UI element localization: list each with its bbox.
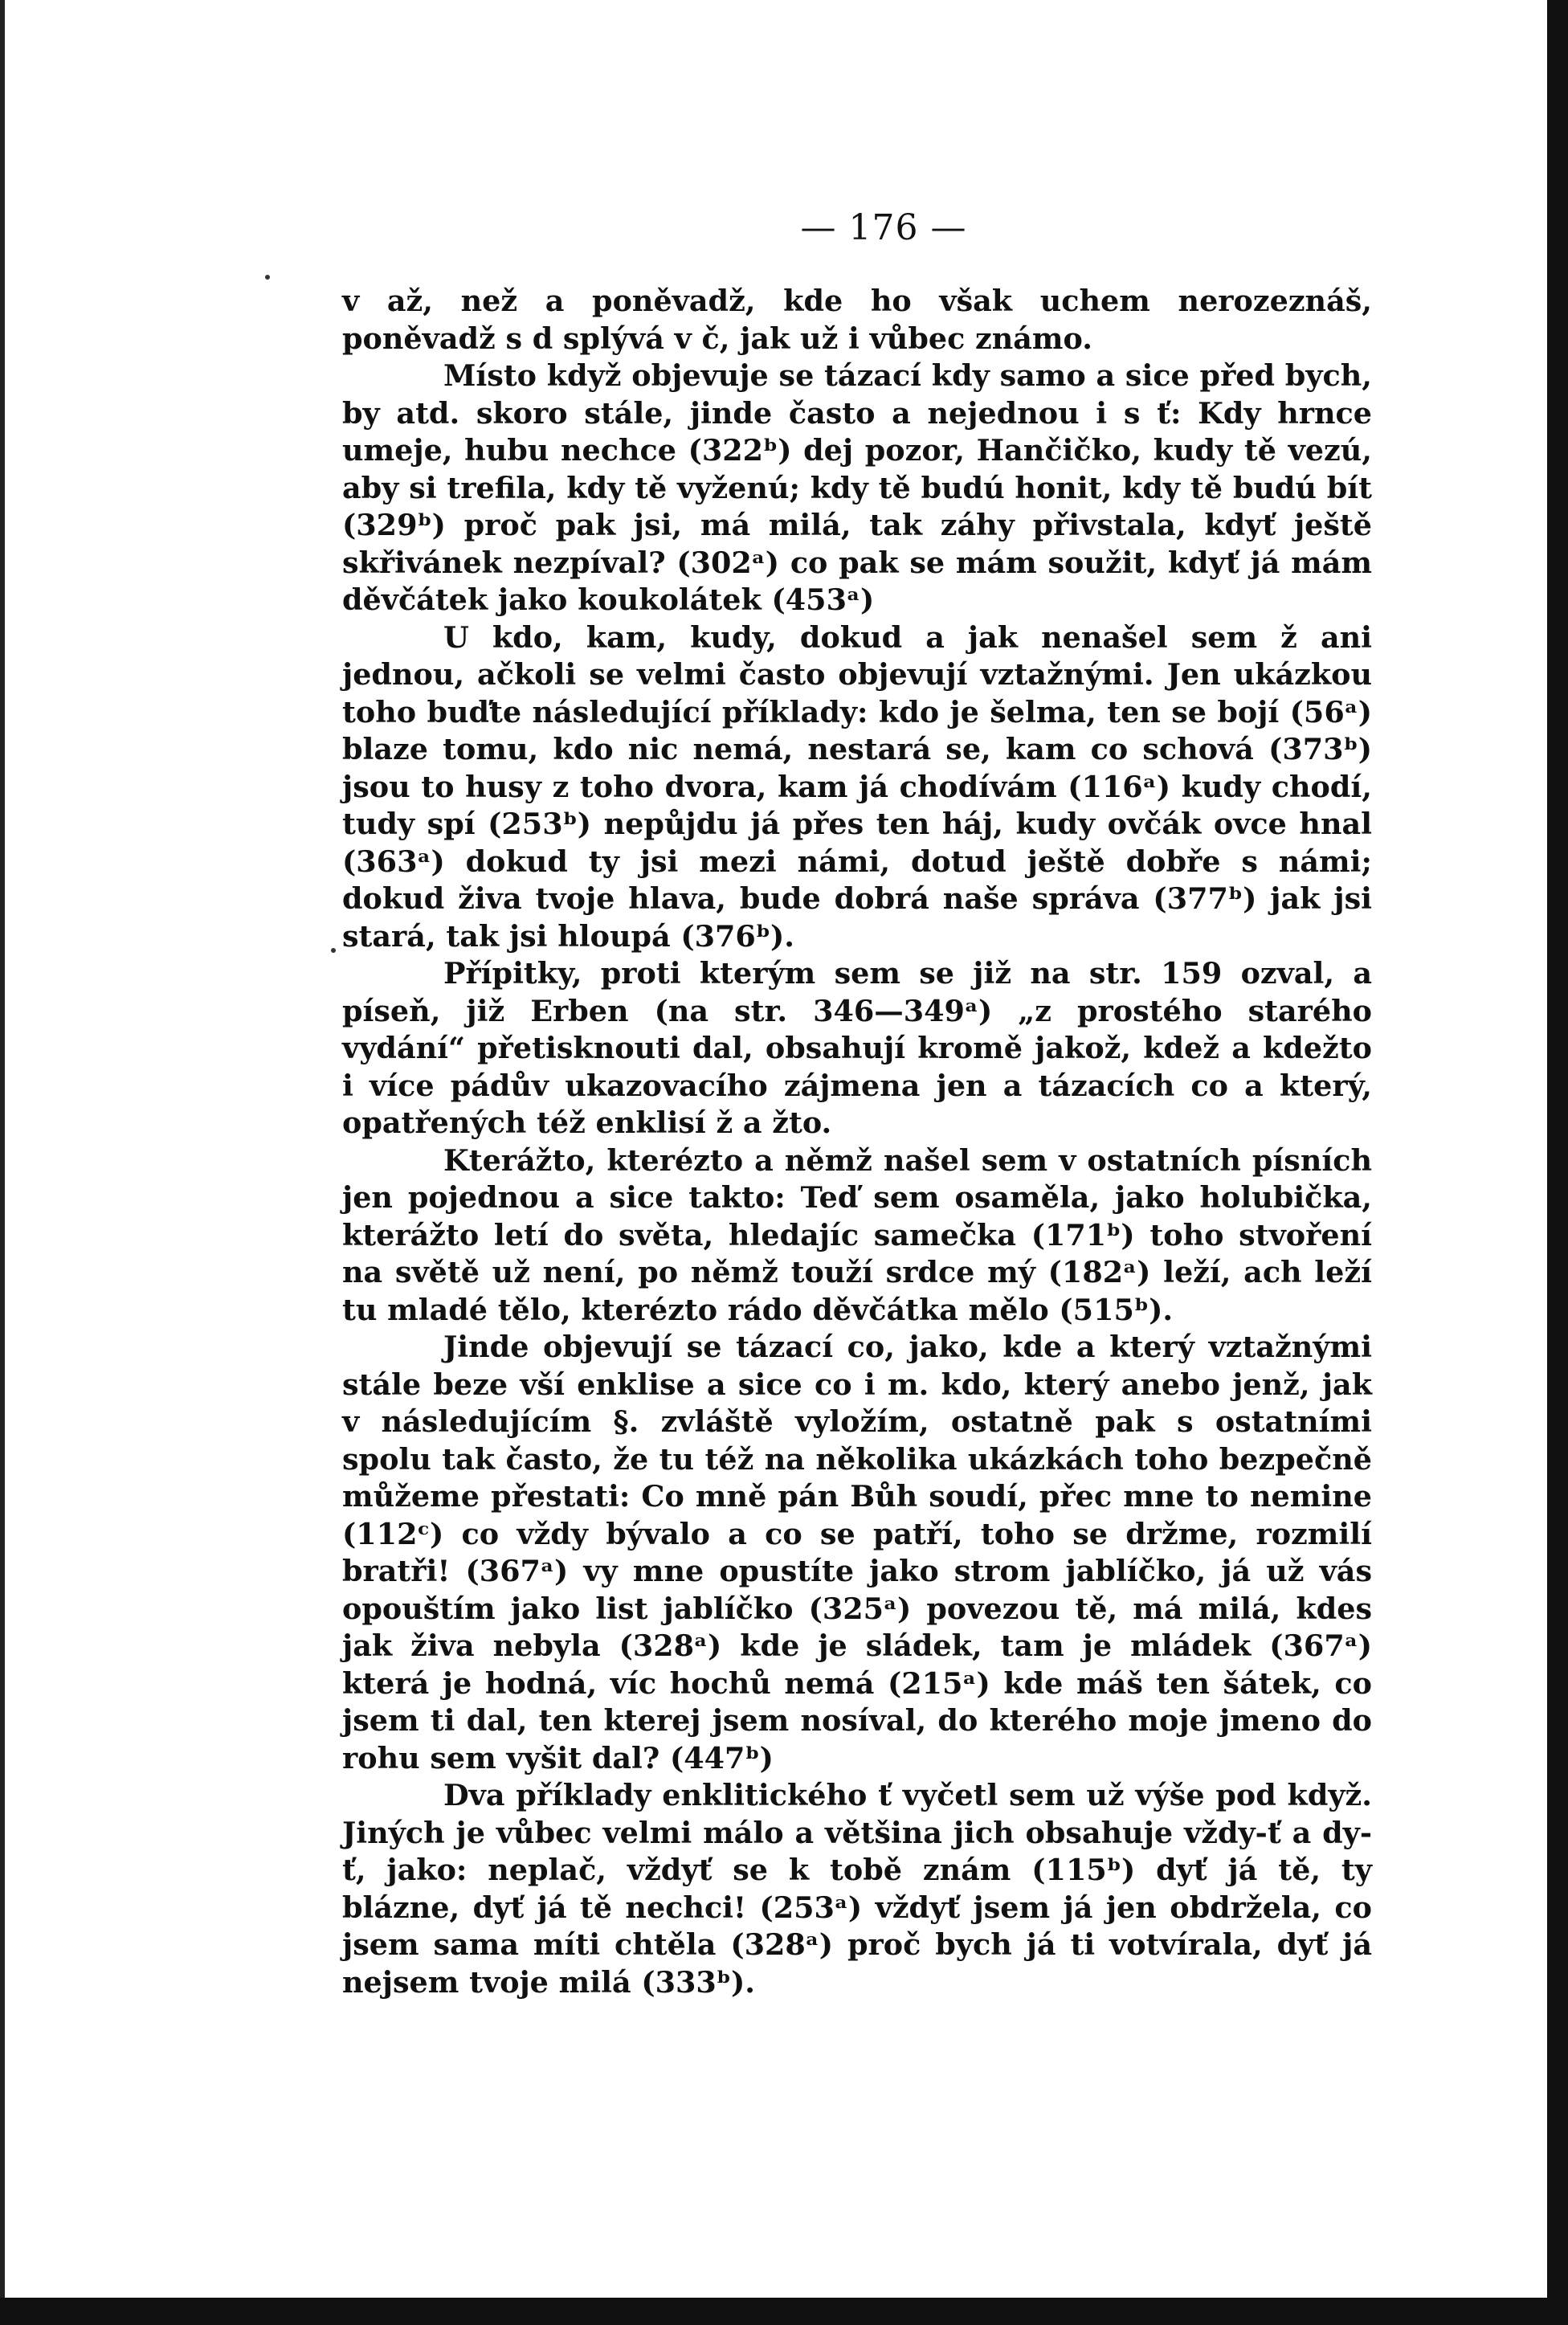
paragraph: U kdo, kam, kudy, dokud a jak nenašel sem ž ani jednou, ačkoli se velmi často objevují vztažnými. Jen ukázkou toho buďte následující příklady: kdo je šelma, ten se bojí (56ᵃ) blaze tomu, kdo nic nemá, nestará se, kam co schová (373ᵇ) jsou to husy z toho dvora, kam já chodívám (116ᵃ) kudy chodí, tudy spí (253ᵇ) nepůjdu já přes ten háj, kudy ovčák ovce hnal (363ᵃ) dokud ty jsi mezi námi, dotud ještě dobře s námi; dokud živa tvoje hlava, bude dobrá naše správa (377ᵇ) jak jsi stará, tak jsi hloupá (376ᵇ). [342,619,1372,954]
paragraph: Kterážto, kterézto a němž našel sem v ostatních písních jen pojednou a sice takto: Teď sem osaměla, jako holubička, kterážto letí do světa, hledajíc samečka (171ᵇ) toho stvoření na světě už není, po němž touží srdce mý (182ᵃ) leží, ach leží tu mladé tělo, kterézto rádo děvčátka mělo (515ᵇ). [342,1142,1372,1327]
scan-edge-left [0,0,5,2325]
body-text [342,283,1372,2001]
paragraph: Místo když objevuje se tázací kdy samo a sice před bych, by atd. skoro stále, jinde často a nejednou i s ť: Kdy hrnce umeje, hubu nechce (322ᵇ) dej pozor, Hančičko, kudy tě vezú, aby si trefila, kdy tě vyženú; kdy tě budú honit, kdy tě budú bít (329ᵇ) proč pak jsi, má milá, tak záhy přivstala, kdyť ještě skřivánek nezpíval? (302ᵃ) co pak se mám soužit, kdyť já mám děvčátek jako koukolátek (453ᵃ) [342,358,1372,617]
scan-edge-right [1547,0,1568,2325]
paragraph: Dva příklady enklitického ť vyčetl sem už výše pod když. Jiných je vůbec velmi málo a většina jich obsahuje vždy-ť a dy-ť, jako: neplač, vždyť se k tobě znám (115ᵇ) dyť já tě, ty blázne, dyť já tě nechci! (253ᵃ) vždyť jsem já jen obdržela, co jsem sama míti chtěla (328ᵃ) proč bych já ti votvírala, dyť já nejsem tvoje milá (333ᵇ). [342,1778,1372,2000]
speck [331,948,336,953]
paragraph: v až, než a poněvadž, kde ho však uchem nerozeznáš, poněvadž s d splývá v č, jak už i vůbec známo. [342,284,1372,356]
paragraph: Jinde objevují se tázací co, jako, kde a který vztažnými stále beze vší enklise a sice co i m. kdo, který anebo jenž, jak v následujícím §. zvláště vyložím, ostatně pak s ostatními spolu tak často, že tu též na několika ukázkách toho bezpečně můžeme přestati: Co mně pán Bůh soudí, přec mne to nemine (112ᶜ) co vždy bývalo a co se patří, toho se držme, rozmilí bratři! (367ᵃ) vy mne opustíte jako strom jablíčko, já už vás opouštím jako list jablíčko (325ᵃ) povezou tě, má milá, kdes jak živa nebyla (328ᵃ) kde je sládek, tam je mládek (367ᵃ) která je hodná, víc hochů nemá (215ᵃ) kde máš ten šátek, co jsem ti dal, ten kterej jsem nosíval, do kterého moje jmeno do rohu sem vyšit dal? (447ᵇ) [342,1330,1372,1775]
speck [265,275,270,280]
paragraph: Přípitky, proti kterým sem se již na str. 159 ozval, a píseň, již Erben (na str. 346—349ᵃ) „z prostého starého vydání“ přetisknouti dal, obsahují kromě jakož, kdež a kdežto i více pádův ukazovacího zájmena jen a tázacích co a který, opatřených též enklisí ž a žto. [342,956,1372,1140]
page-number: — 176 — [800,207,967,248]
scan-edge-bottom [0,2298,1568,2325]
